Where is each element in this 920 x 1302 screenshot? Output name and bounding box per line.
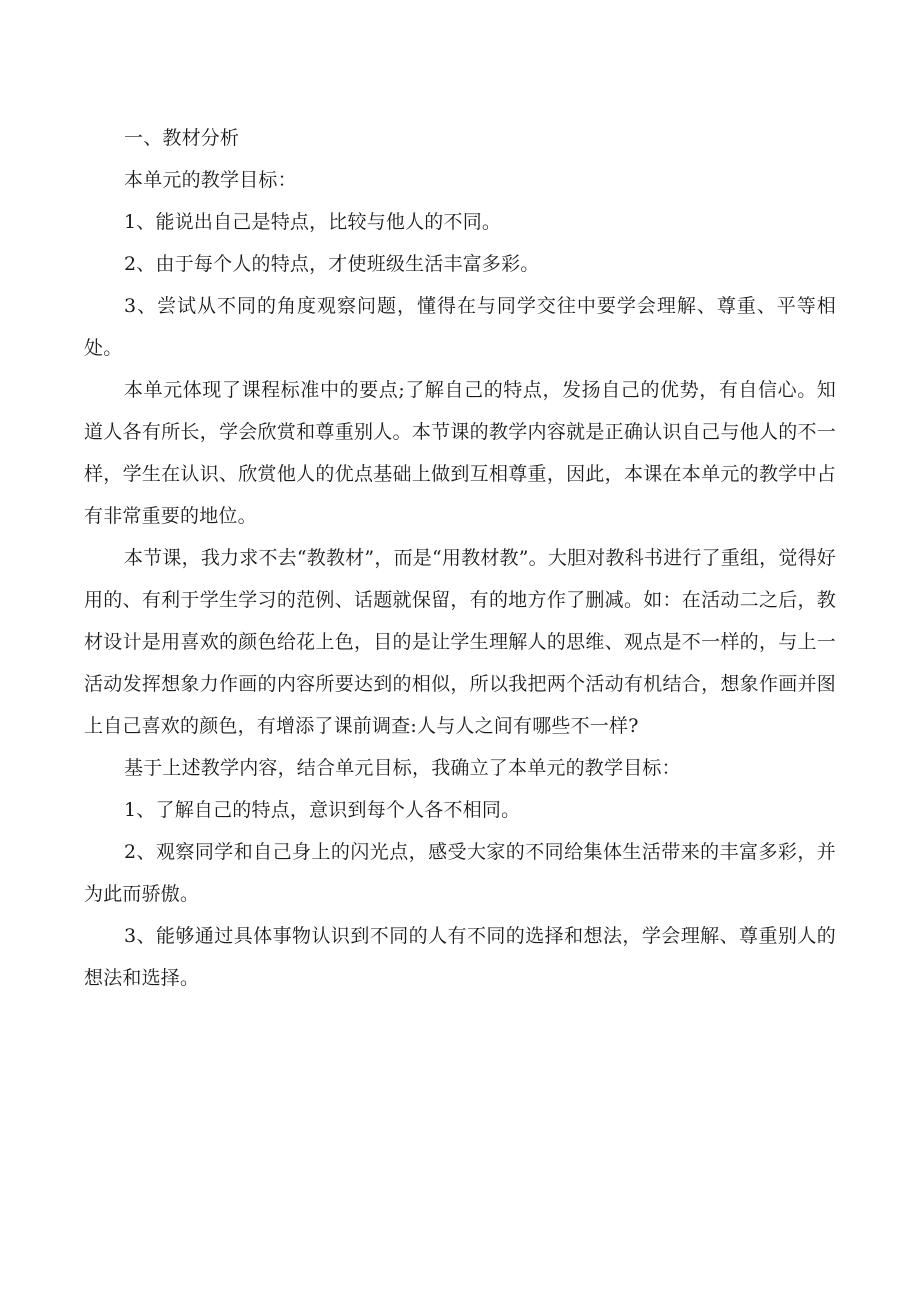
unit-goal-item-2: 2、由于每个人的特点，才使班级生活丰富多彩。 [124,253,540,275]
unit-goal-item-3: 3、尝试从不同的角度观察问题，懂得在与同学交往中要学会理解、尊重、平等相处。 [84,295,836,359]
teaching-approach-paragraph: 本节课，我力求不去“教教材”，而是“用教材教”。大胆对教科书进行了重组，觉得好用的、有利于学生学习的范例、话题就保留，有的地方作了删减。如：在活动二之后，教材设计是用喜欢的颜色给花上色，目的是让学生理解人的思维、观点是不一样的，与上一活动发挥想象力作画的内容所要达到的相似，所以我把两个活动有机结合，想象作画并图上自己喜欢的颜色，有增添了课前调查:人与人之间有哪些不一样? [84,547,836,737]
lesson-goal-item-3: 3、能够通过具体事物认识到不同的人有不同的选择和想法，学会理解、尊重别人的想法和选择。 [84,925,836,989]
lesson-goals-intro: 基于上述教学内容，结合单元目标，我确立了本单元的教学目标： [124,757,681,779]
curriculum-paragraph: 本单元体现了课程标准中的要点;了解自己的特点，发扬自己的优势，有自信心。知道人各有所长，学会欣赏和尊重别人。本节课的教学内容就是正确认识自己与他人的不一样，学生在认识、欣赏他人的优点基础上做到互相尊重，因此，本课在本单元的教学中占有非常重要的地位。 [84,379,836,527]
section-heading: 一、教材分析 [124,127,240,149]
lesson-goal-item-2: 2、观察同学和自己身上的闪光点，感受大家的不同给集体生活带来的丰富多彩，并为此而骄傲。 [84,841,836,905]
document-body [84,117,836,999]
unit-goal-item-1: 1、能说出自己是特点，比较与他人的不同。 [124,211,502,233]
lesson-goal-item-1: 1、了解自己的特点，意识到每个人各不相同。 [124,799,521,821]
unit-goals-intro: 本单元的教学目标： [124,169,297,191]
